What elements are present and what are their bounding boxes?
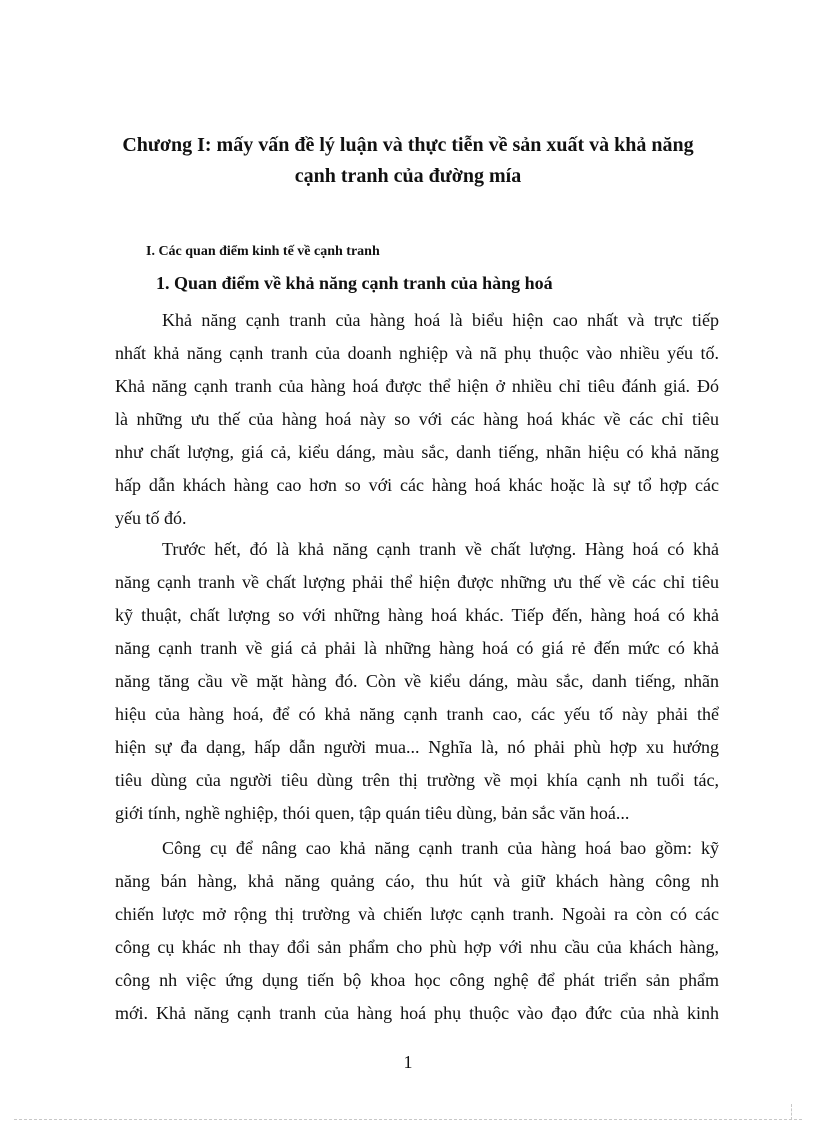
paragraph-line: công nh việc ứng dụng tiến bộ khoa học công nghệ để phát triển sản phẩm [115,970,719,990]
paragraph-line: hiệu của hàng hoá, để có khả năng cạnh tranh cao, các yếu tố này phải thể [115,704,719,724]
chapter-title-line-1: Chương I: mấy vấn đề lý luận và thực tiễn về sản xuất và khả năng [122,134,694,156]
paragraph-2 [115,533,719,830]
paragraph-line: hấp dẫn khách hàng cao hơn so với các hàng hoá khác hoặc là sự tổ hợp các [115,475,719,495]
chapter-title [100,130,716,192]
paragraph-line: công cụ khác nh thay đổi sản phẩm cho phù hợp với nhu cầu của khách hàng, [115,937,719,957]
subsection-heading: 1. Quan điểm về khả năng cạnh tranh của hàng hoá [156,273,553,293]
paragraph-1 [115,304,719,535]
paragraph-line: năng bán hàng, khả năng quảng cáo, thu hút và giữ khách hàng công nh [115,871,719,891]
footer-divider [14,1119,802,1120]
paragraph-line: Công cụ để nâng cao khả năng cạnh tranh của hàng hoá bao gồm: kỹ [162,838,719,858]
paragraph-line: năng tăng cầu về mặt hàng đó. Còn về kiểu dáng, màu sắc, danh tiếng, nhãn [115,671,719,691]
paragraph-line: năng cạnh tranh về giá cả phải là những hàng hoá có giá rẻ đến mức có khả [115,638,719,658]
paragraph-line: là những ưu thế của hàng hoá này so với các hàng hoá khác về các chỉ tiêu [115,409,719,429]
paragraph-line: yếu tố đó. [115,508,187,528]
chapter-title-line-2: cạnh tranh của đường mía [294,165,522,187]
paragraph-line: Khả năng cạnh tranh của hàng hoá được thể hiện ở nhiều chỉ tiêu đánh giá. Đó [115,376,719,396]
paragraph-line: Khả năng cạnh tranh của hàng hoá là biểu hiện cao nhất và trực tiếp [162,310,719,330]
paragraph-line: tiêu dùng của người tiêu dùng trên thị trường về mọi khía cạnh nh tuổi tác, [115,770,719,790]
footer-corner-mark [791,1104,792,1120]
page-number: 1 [403,1052,413,1072]
paragraph-line: như chất lượng, giá cả, kiểu dáng, màu sắc, danh tiếng, nhãn hiệu có khả năng [115,442,719,462]
paragraph-line: nhất khả năng cạnh tranh của doanh nghiệp và nã phụ thuộc vào nhiều yếu tố. [115,343,719,363]
paragraph-line: kỹ thuật, chất lượng so với những hàng hoá khác. Tiếp đến, hàng hoá có khả [115,605,719,625]
paragraph-line: chiến lược mở rộng thị trường và chiến lược cạnh tranh. Ngoài ra còn có các [115,904,719,924]
section-heading: I. Các quan điểm kinh tế về cạnh tranh [146,244,380,259]
paragraph-line: Trước hết, đó là khả năng cạnh tranh về chất lượng. Hàng hoá có khả [162,539,719,559]
paragraph-line: hiện sự đa dạng, hấp dẫn người mua... Nghĩa là, nó phải phù hợp xu hướng [115,737,719,757]
paragraph-line: giới tính, nghề nghiệp, thói quen, tập quán tiêu dùng, bản sắc văn hoá... [115,803,630,823]
paragraph-3 [115,832,719,1030]
paragraph-line: năng cạnh tranh về chất lượng phải thể hiện được những ưu thế về các chỉ tiêu [115,572,719,592]
paragraph-line: mới. Khả năng cạnh tranh của hàng hoá phụ thuộc vào đạo đức của nhà kinh [115,1003,719,1023]
